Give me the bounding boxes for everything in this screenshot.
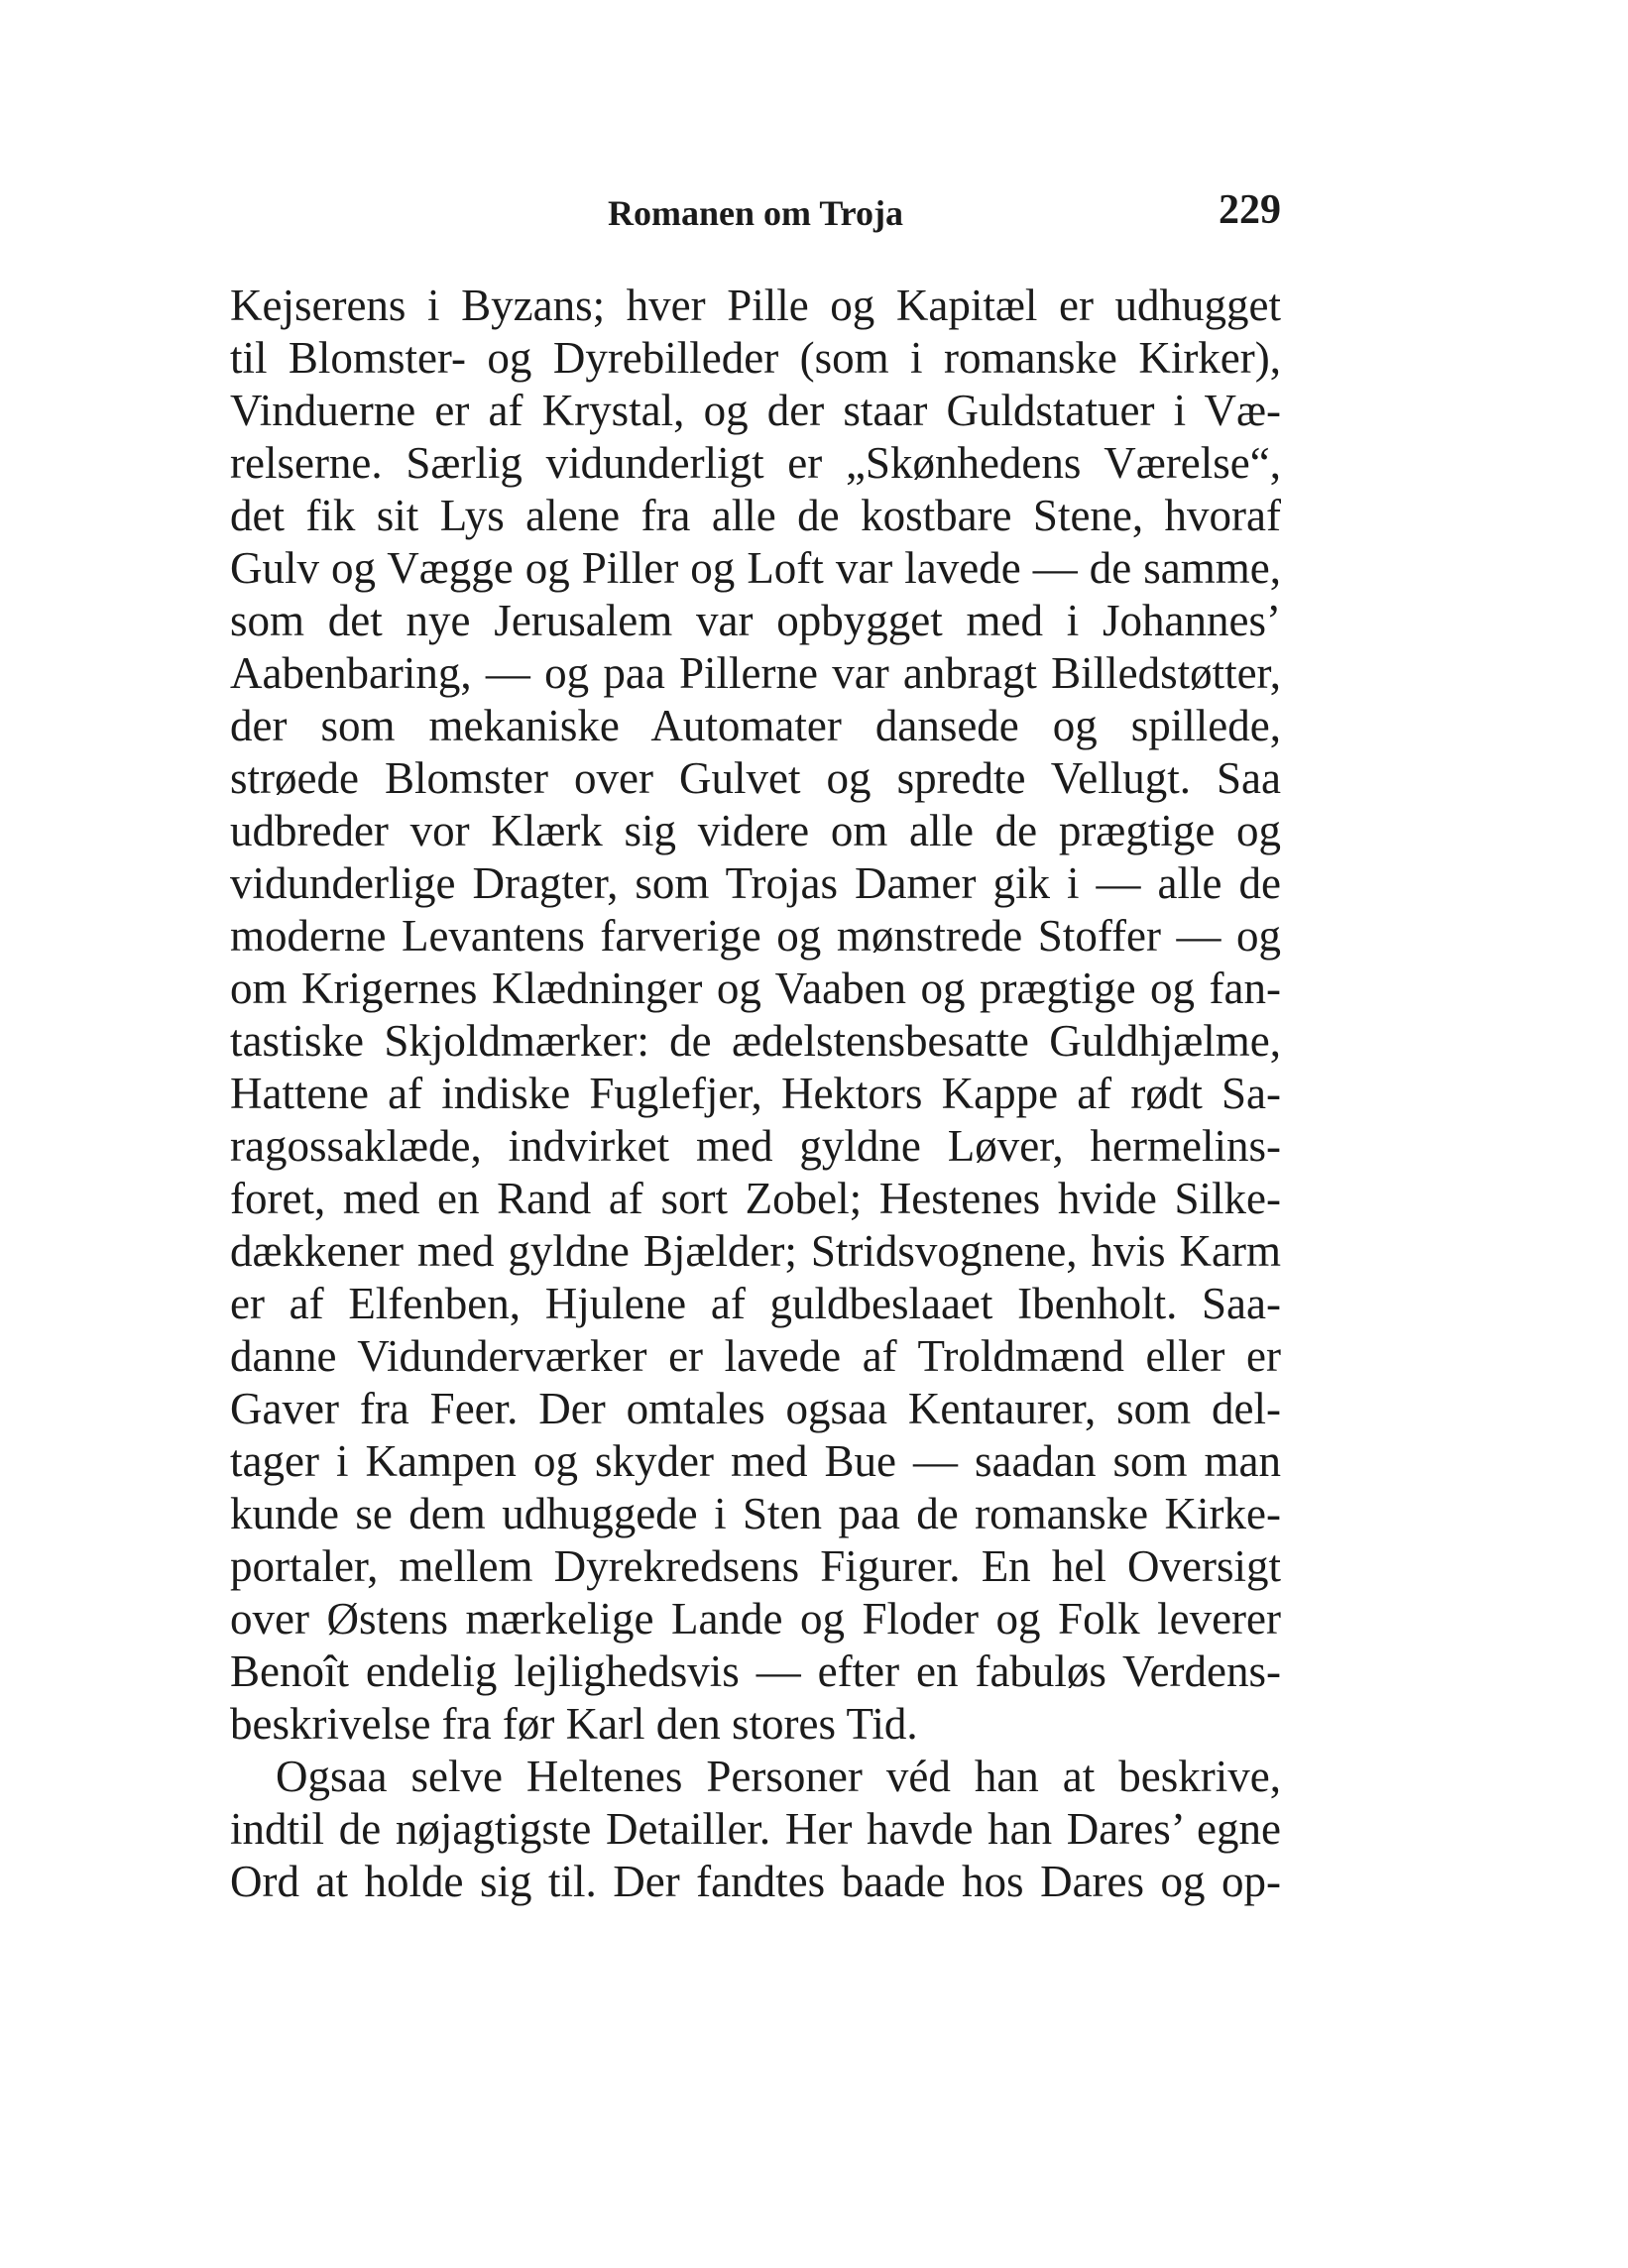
text-line: foret, med en Rand af sort Zobel; Hestenes hvide Silke- bbox=[230, 1174, 1281, 1223]
text-line: danne Vidunderværker er lavede af Troldmænd eller er bbox=[230, 1331, 1281, 1381]
text-line: om Krigernes Klædninger og Vaaben og prægtige og fan- bbox=[230, 964, 1281, 1013]
text-line: tastiske Skjoldmærker: de ædelstensbesatte Guldhjælme, bbox=[230, 1016, 1281, 1066]
body-text bbox=[230, 280, 1281, 1908]
text-line: indtil de nøjagtigste Detailler. Her havde han Dares’ egne bbox=[230, 1804, 1281, 1854]
text-line: tager i Kampen og skyder med Bue — saadan som man bbox=[230, 1436, 1281, 1486]
page-number: 229 bbox=[1219, 187, 1281, 233]
text-line: dækkener med gyldne Bjælder; Stridsvognene, hvis Karm bbox=[230, 1226, 1281, 1276]
running-title: Romanen om Troja bbox=[607, 193, 903, 233]
text-line: Hattene af indiske Fuglefjer, Hektors Kappe af rødt Sa- bbox=[230, 1069, 1281, 1118]
text-line: Vinduerne er af Krystal, og der staar Guldstatuer i Væ- bbox=[230, 386, 1281, 435]
text-line: portaler, mellem Dyrekredsens Figurer. En hel Oversigt bbox=[230, 1541, 1281, 1591]
text-line: Ord at holde sig til. Der fandtes baade hos Dares og op- bbox=[230, 1857, 1281, 1906]
text-line: ragossaklæde, indvirket med gyldne Løver, hermelins- bbox=[230, 1121, 1281, 1171]
running-head bbox=[230, 186, 1281, 234]
text-line: over Østens mærkelige Lande og Floder og Folk leverer bbox=[230, 1594, 1281, 1644]
text-line: Benoît endelig lejlighedsvis — efter en fabuløs Verdens- bbox=[230, 1646, 1281, 1696]
text-line: som det nye Jerusalem var opbygget med i Johannes’ bbox=[230, 596, 1281, 645]
paragraph-end-line: beskrivelse fra før Karl den stores Tid. bbox=[230, 1699, 918, 1749]
text-line: Kejserens i Byzans; hver Pille og Kapitæl er udhugget bbox=[230, 281, 1281, 330]
text-line: vidunderlige Dragter, som Trojas Damer gik i — alle de bbox=[230, 858, 1281, 908]
paragraph-start-line: Ogsaa selve Heltenes Personer véd han at beskrive, bbox=[276, 1752, 1281, 1801]
text-line: Gaver fra Feer. Der omtales ogsaa Kentaurer, som del- bbox=[230, 1384, 1281, 1433]
text-line: der som mekaniske Automater dansede og spillede, bbox=[230, 701, 1281, 750]
text-line: er af Elfenben, Hjulene af guldbeslaaet Ibenholt. Saa- bbox=[230, 1279, 1281, 1328]
text-line: Gulv og Vægge og Piller og Loft var lavede — de samme, bbox=[230, 543, 1281, 593]
text-line: det fik sit Lys alene fra alle de kostbare Stene, hvoraf bbox=[230, 491, 1281, 540]
text-line: Aabenbaring, — og paa Pillerne var anbragt Billedstøtter, bbox=[230, 648, 1281, 698]
text-line: relserne. Særlig vidunderligt er „Skønhedens Værelse“, bbox=[230, 438, 1281, 488]
text-line: strøede Blomster over Gulvet og spredte Vellugt. Saa bbox=[230, 753, 1281, 803]
text-line: moderne Levantens farverige og mønstrede Stoffer — og bbox=[230, 911, 1281, 961]
text-line: til Blomster- og Dyrebilleder (som i romanske Kirker), bbox=[230, 333, 1281, 383]
text-line: udbreder vor Klærk sig videre om alle de prægtige og bbox=[230, 806, 1281, 855]
text-line: kunde se dem udhuggede i Sten paa de romanske Kirke- bbox=[230, 1489, 1281, 1538]
